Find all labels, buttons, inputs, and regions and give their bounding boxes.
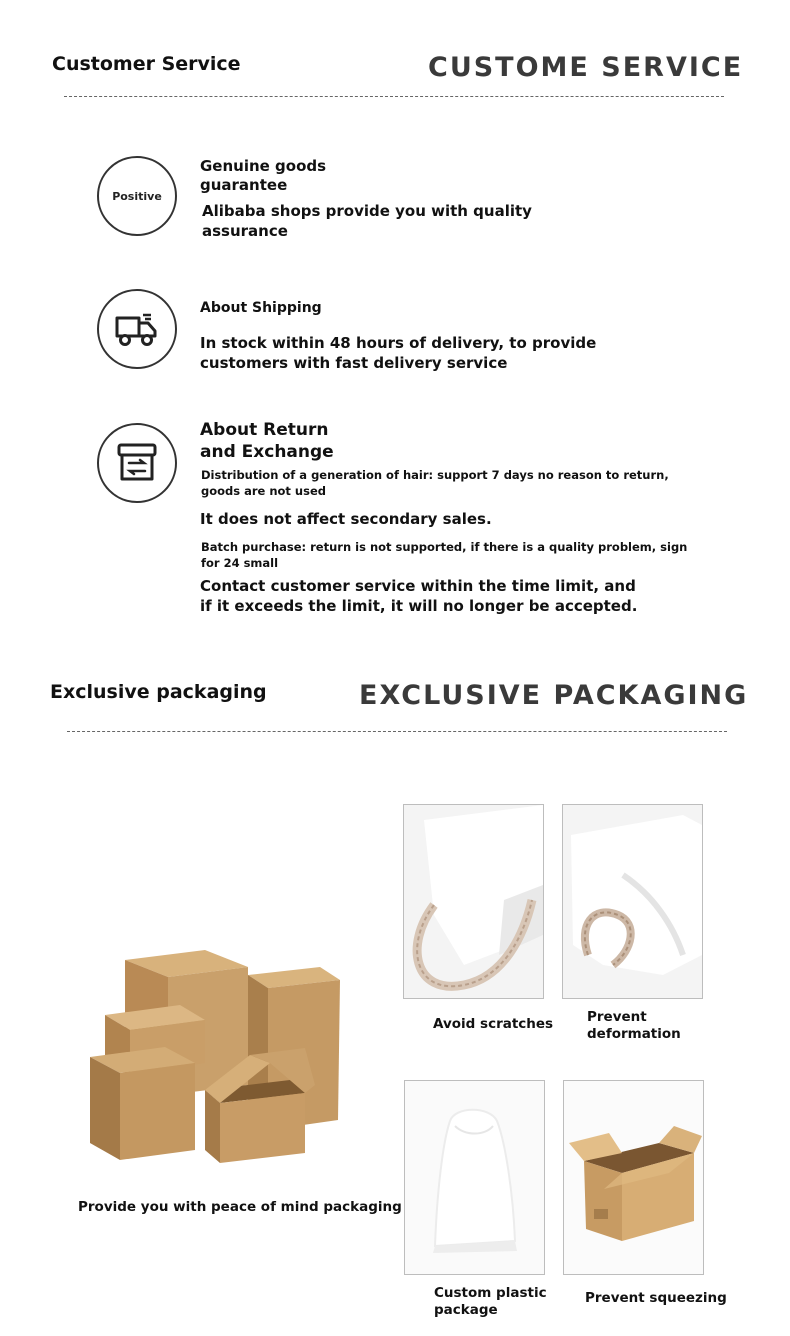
section-title-packaging: Exclusive packaging — [50, 681, 267, 703]
return-policy-contact — [200, 576, 637, 616]
packaging-photo-avoid-scratches — [403, 804, 544, 999]
caption-line: deformation — [587, 1026, 681, 1042]
positive-seal-label: Positive — [112, 189, 162, 203]
caption-prevent-deformation — [587, 1009, 681, 1043]
heading-line: Genuine goods — [200, 157, 327, 175]
return-box-icon — [97, 423, 177, 503]
return-policy-note-1 — [201, 467, 669, 499]
description-line: if it exceeds the limit, it will no longer be accepted. — [200, 597, 638, 615]
description-line: Alibaba shops provide you with quality — [202, 202, 532, 220]
note-line: Batch purchase: return is not supported, if there is a quality problem, sign — [201, 540, 688, 554]
caption-custom-plastic-package — [434, 1285, 547, 1319]
description-line: assurance — [202, 222, 288, 240]
genuine-goods-description — [202, 201, 532, 241]
caption-line: Custom plastic — [434, 1285, 547, 1301]
exchange-box-icon — [116, 441, 158, 485]
divider — [67, 731, 727, 732]
description-line: In stock within 48 hours of delivery, to provide — [200, 334, 597, 352]
heading-line: About Return — [200, 420, 329, 440]
note-line: goods are not used — [201, 484, 327, 498]
caption-line: package — [434, 1302, 498, 1318]
heading-line: and Exchange — [200, 442, 334, 462]
shipping-description — [200, 333, 596, 373]
caption-line: Prevent — [587, 1009, 647, 1025]
packaging-photo-prevent-deformation — [562, 804, 703, 999]
divider — [64, 96, 724, 97]
packaging-photo-prevent-squeezing — [563, 1080, 704, 1275]
return-policy-line: It does not affect secondary sales. — [200, 510, 492, 528]
truck-icon — [114, 309, 160, 349]
description-line: customers with fast delivery service — [200, 354, 508, 372]
section-title-customer-service-en: CUSTOME SERVICE — [428, 52, 744, 83]
heading-line: guarantee — [200, 176, 288, 194]
description-line: Contact customer service within the time limit, and — [200, 577, 636, 595]
return-policy-note-2 — [201, 539, 687, 571]
positive-seal-icon — [97, 156, 177, 236]
packaging-photo-custom-plastic — [404, 1080, 545, 1275]
note-line: Distribution of a generation of hair: support 7 days no reason to return, — [201, 468, 669, 482]
caption-prevent-squeezing: Prevent squeezing — [585, 1290, 727, 1306]
note-line: for 24 small — [201, 556, 279, 570]
return-exchange-heading — [200, 419, 334, 463]
delivery-truck-icon — [97, 289, 177, 369]
main-packaging-caption: Provide you with peace of mind packaging — [78, 1199, 402, 1215]
caption-avoid-scratches: Avoid scratches — [433, 1016, 554, 1032]
genuine-goods-heading — [200, 157, 326, 195]
about-shipping-heading: About Shipping — [200, 300, 322, 316]
section-title-customer-service: Customer Service — [52, 53, 241, 75]
cardboard-boxes-image — [80, 945, 350, 1170]
section-title-packaging-en: EXCLUSIVE PACKAGING — [359, 680, 749, 711]
